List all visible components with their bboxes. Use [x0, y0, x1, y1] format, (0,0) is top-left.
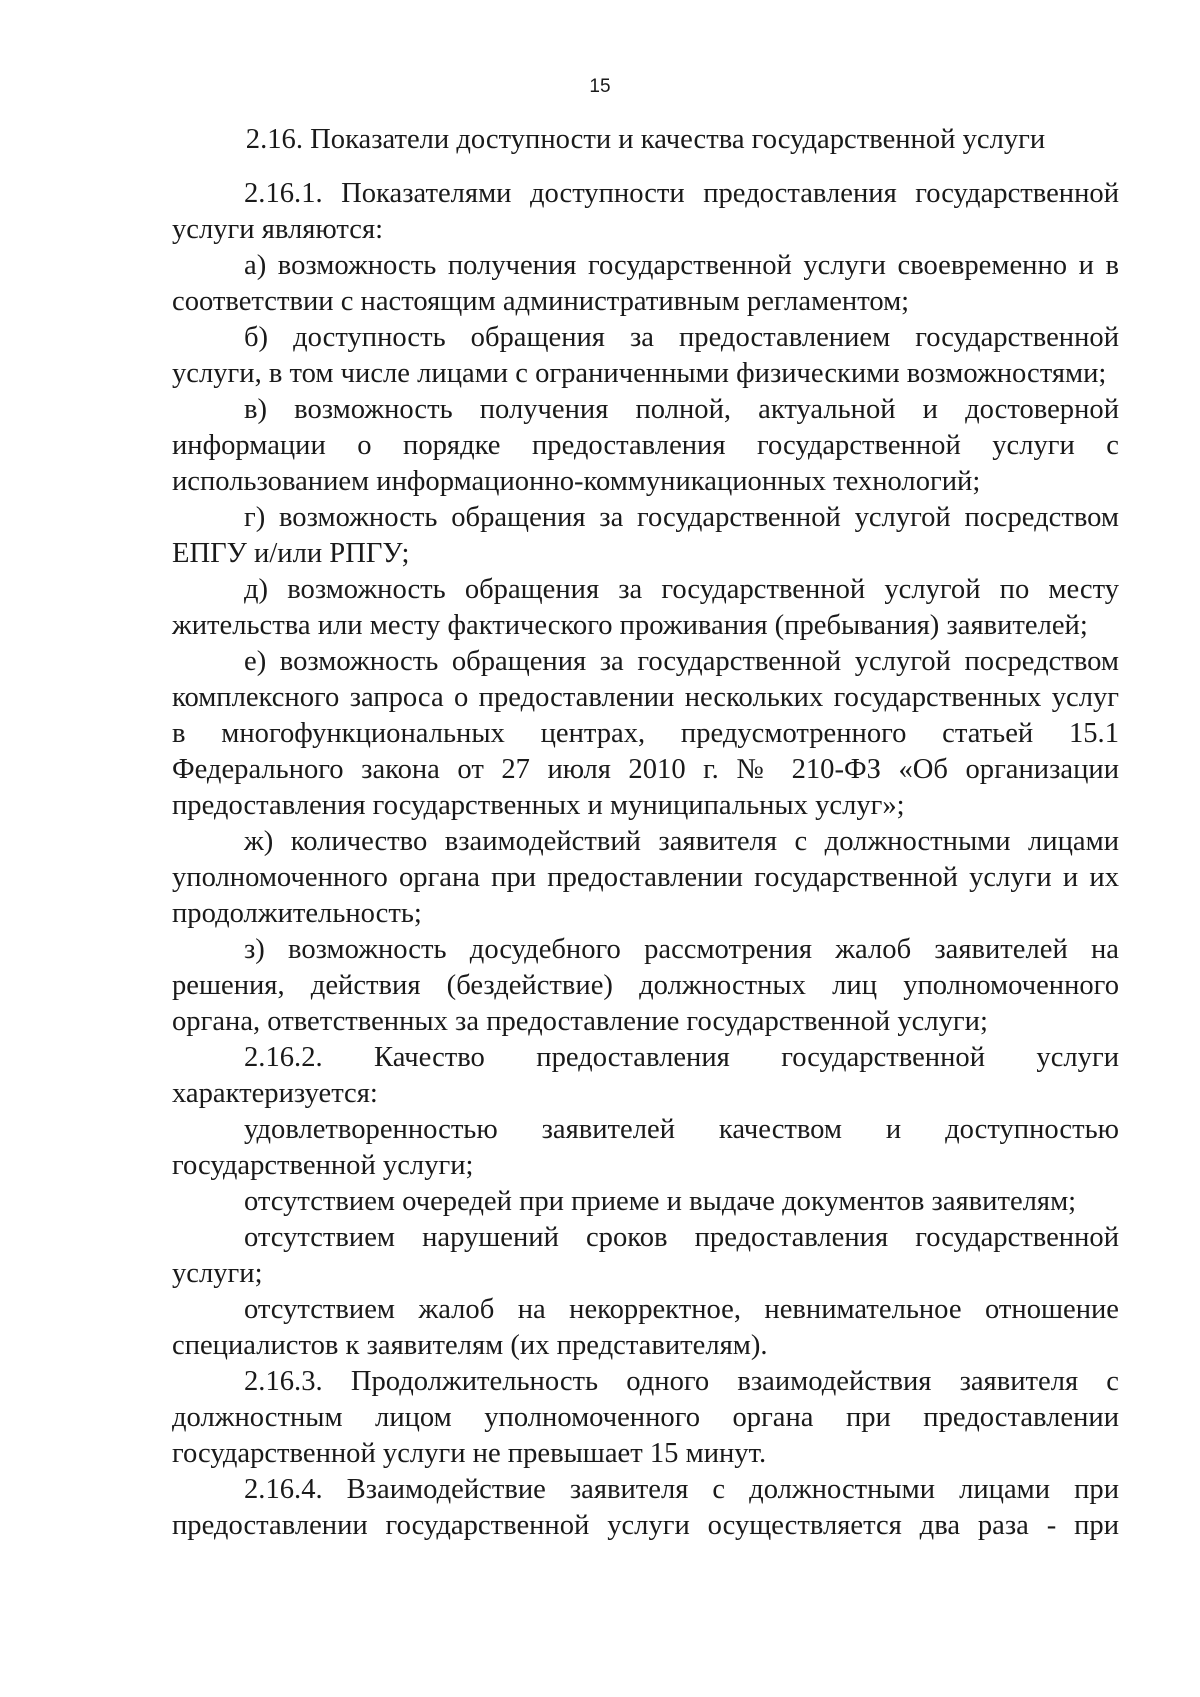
list-item-e: е) возможность обращения за государственной услугой посредством комплексного запроса о предоставлении нескольких государственных услуг в многофункциональных центрах, предусмотренного статьей 15.1 Федерального закона от 27 июля 2010 г. № 210-ФЗ «Об организации предоставления государственных и муниципальных услуг»; [172, 646, 1119, 821]
list-item-g: г) возможность обращения за государственной услугой посредством ЕПГУ и/или РПГУ; [172, 502, 1119, 569]
section-title: 2.16. Показатели доступности и качества государственной услуги [245, 124, 1046, 155]
list-item-a: а) возможность получения государственной услуги своевременно и в соответствии с настоящим административным регламентом; [172, 250, 1119, 317]
paragraph-2-16-2: 2.16.2. Качество предоставления государственной услуги характеризуется: [172, 1042, 1119, 1109]
paragraph-2-16-4: 2.16.4. Взаимодействие заявителя с должностными лицами при предоставлении государственной услуги осуществляется два раза - при [172, 1474, 1119, 1541]
list-item-z: з) возможность досудебного рассмотрения жалоб заявителей на решения, действия (бездействие) должностных лиц уполномоченного органа, ответственных за предоставление государственной услуги; [172, 934, 1119, 1037]
quality-item-satisfaction: удовлетворенностью заявителей качеством и доступностью государственной услуги; [172, 1114, 1119, 1181]
paragraph-2-16-1: 2.16.1. Показателями доступности предоставления государственной услуги являются: [172, 178, 1119, 245]
paragraph-2-16-3: 2.16.3. Продолжительность одного взаимодействия заявителя с должностным лицом уполномоченного органа при предоставлении государственной услуги не превышает 15 минут. [172, 1366, 1119, 1469]
document-body [172, 122, 1119, 1544]
list-item-d: д) возможность обращения за государственной услугой по месту жительства или месту фактического проживания (пребывания) заявителей; [172, 574, 1119, 641]
list-item-b: б) доступность обращения за предоставлением государственной услуги, в том числе лицами с ограниченными физическими возможностями; [172, 322, 1119, 389]
page-number: 15 [589, 76, 611, 97]
quality-item-no-complaints: отсутствием жалоб на некорректное, невнимательное отношение специалистов к заявителям (их представителям). [172, 1294, 1119, 1361]
quality-item-no-queues: отсутствием очередей при приеме и выдаче документов заявителям; [244, 1186, 1077, 1217]
list-item-zh: ж) количество взаимодействий заявителя с должностными лицами уполномоченного органа при предоставлении государственной услуги и их продолжительность; [172, 826, 1119, 929]
list-item-v: в) возможность получения полной, актуальной и достоверной информации о порядке предоставления государственной услуги с использованием информационно-коммуникационных технологий; [172, 394, 1119, 497]
quality-item-no-deadline-violations: отсутствием нарушений сроков предоставления государственной услуги; [172, 1222, 1119, 1289]
